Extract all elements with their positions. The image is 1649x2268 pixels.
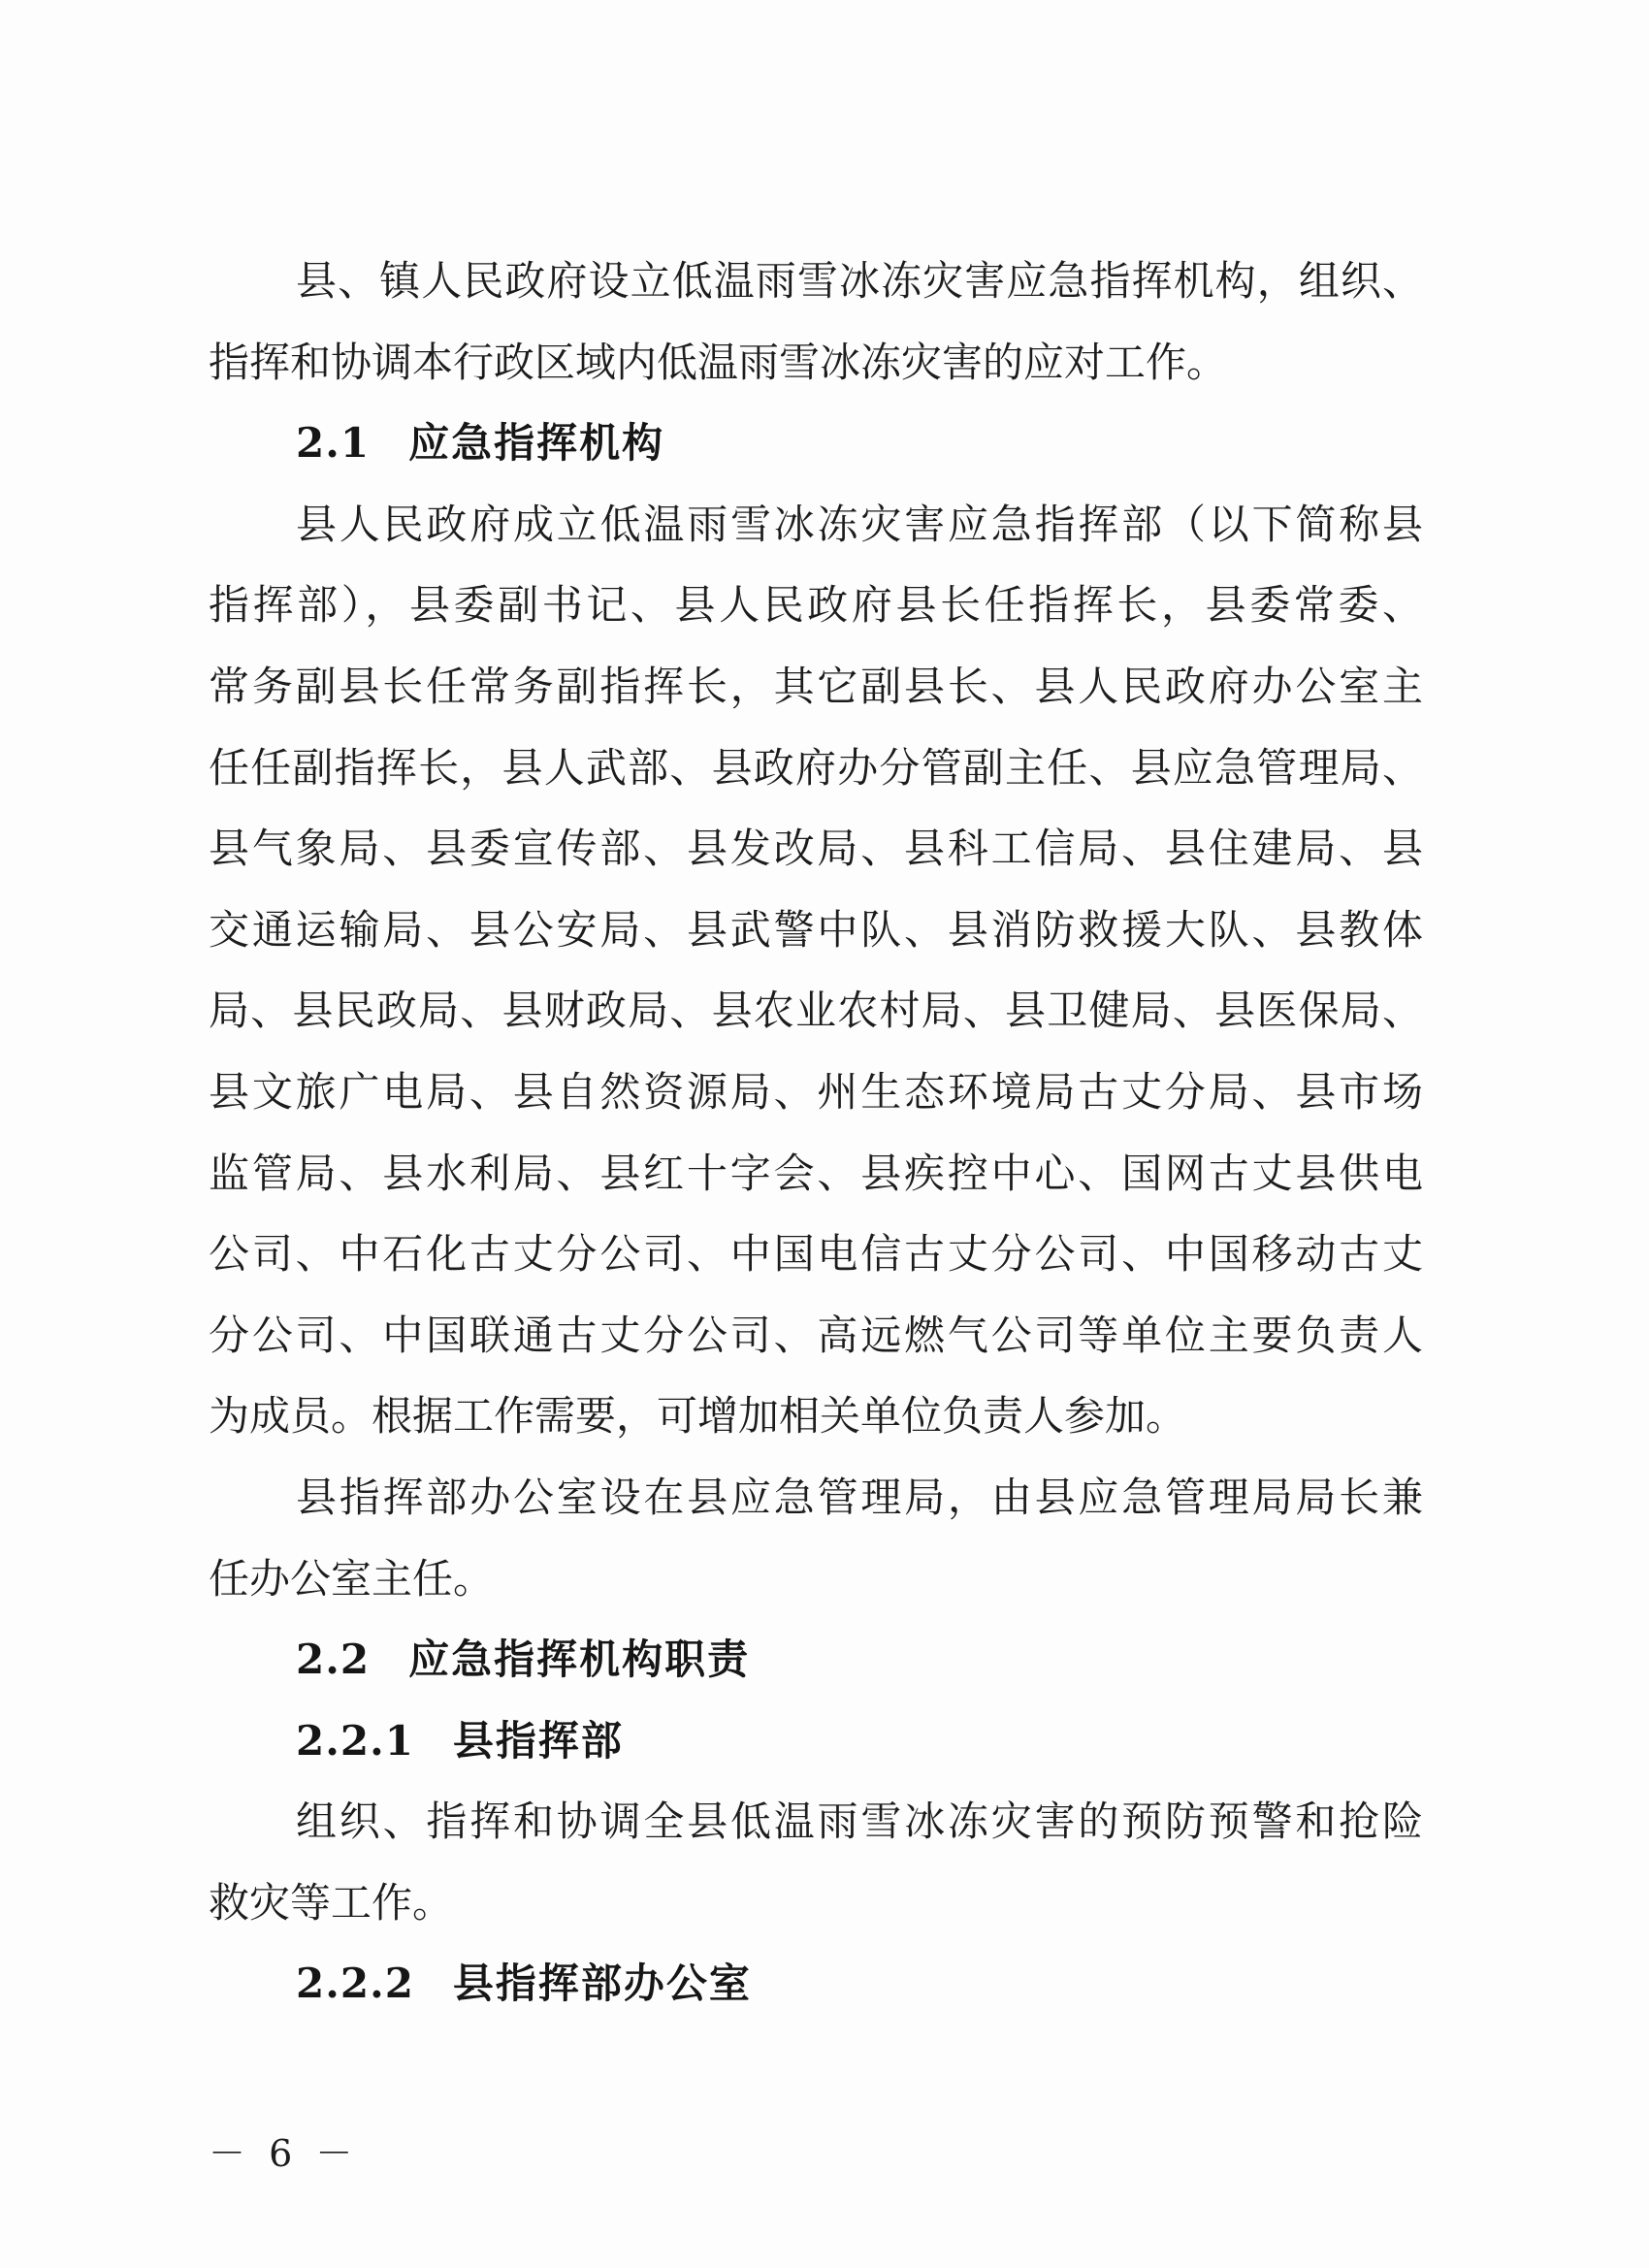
body-line: 监管局、县水利局、县红十字会、县疾控中心、国网古丈县供电 [209, 1149, 1423, 1197]
body-line: 县人民政府成立低温雨雪冰冻灾害应急指挥部（以下简称县 [296, 500, 1423, 548]
body-line: 指挥部），县委副书记、县人民政府县长任指挥长，县委常委、 [209, 581, 1423, 630]
page-number: － 6 － [209, 2132, 359, 2175]
section-heading-2-2 [209, 1619, 1423, 1701]
section-heading-2-1 [209, 403, 1423, 484]
body-line: 指挥和协调本行政区域内低温雨雪冰冻灾害的应对工作。 [209, 338, 1228, 386]
body-line: 县文旅广电局、县自然资源局、州生态环境局古丈分局、县市场 [209, 1067, 1423, 1116]
body-line: 任办公室主任。 [209, 1554, 495, 1603]
body-line: 公司、中石化古丈分公司、中国电信古丈分公司、中国移动古丈 [209, 1230, 1423, 1279]
section-title: 应急指挥机构 [408, 419, 665, 468]
body-line: 常务副县长任常务副指挥长，其它副县长、县人民政府办公室主 [209, 662, 1423, 710]
section-number: 2.2.1 [296, 1716, 414, 1765]
body-line: 县指挥部办公室设在县应急管理局，由县应急管理局局长兼 [296, 1473, 1423, 1521]
body-line: 县气象局、县委宣传部、县发改局、县科工信局、县住建局、县 [209, 825, 1423, 873]
body-line: 组织、指挥和协调全县低温雨雪冰冻灾害的预防预警和抢险 [296, 1798, 1423, 1846]
section-number: 2.1 [296, 419, 371, 468]
body-line: 交通运输局、县公安局、县武警中队、县消防救援大队、县教体 [209, 905, 1423, 954]
document-body [209, 241, 1423, 2025]
section-heading-2-2-1 [209, 1701, 1423, 1782]
intro-paragraph [209, 241, 1423, 403]
body-line: 局、县民政局、县财政局、县农业农村局、县卫健局、县医保局、 [209, 987, 1423, 1035]
section-title: 县指挥部办公室 [452, 1960, 752, 2008]
section-heading-2-2-2 [209, 1943, 1423, 2025]
body-line: 任任副指挥长，县人武部、县政府办分管副主任、县应急管理局、 [209, 743, 1423, 792]
body-line: 县、镇人民政府设立低温雨雪冰冻灾害应急指挥机构，组织、 [296, 257, 1423, 305]
section-title: 县指挥部 [452, 1716, 624, 1765]
paragraph-command-duties [209, 1781, 1423, 1943]
paragraph-office [209, 1457, 1423, 1619]
paragraph-command-members [209, 484, 1423, 1457]
section-number: 2.2 [296, 1636, 371, 1684]
body-line: 救灾等工作。 [209, 1878, 454, 1927]
body-line: 分公司、中国联通古丈分公司、高远燃气公司等单位主要负责人 [209, 1311, 1423, 1359]
body-line: 为成员。根据工作需要，可增加相关单位负责人参加。 [209, 1392, 1187, 1441]
section-number: 2.2.2 [296, 1960, 414, 2008]
section-title: 应急指挥机构职责 [408, 1636, 751, 1684]
